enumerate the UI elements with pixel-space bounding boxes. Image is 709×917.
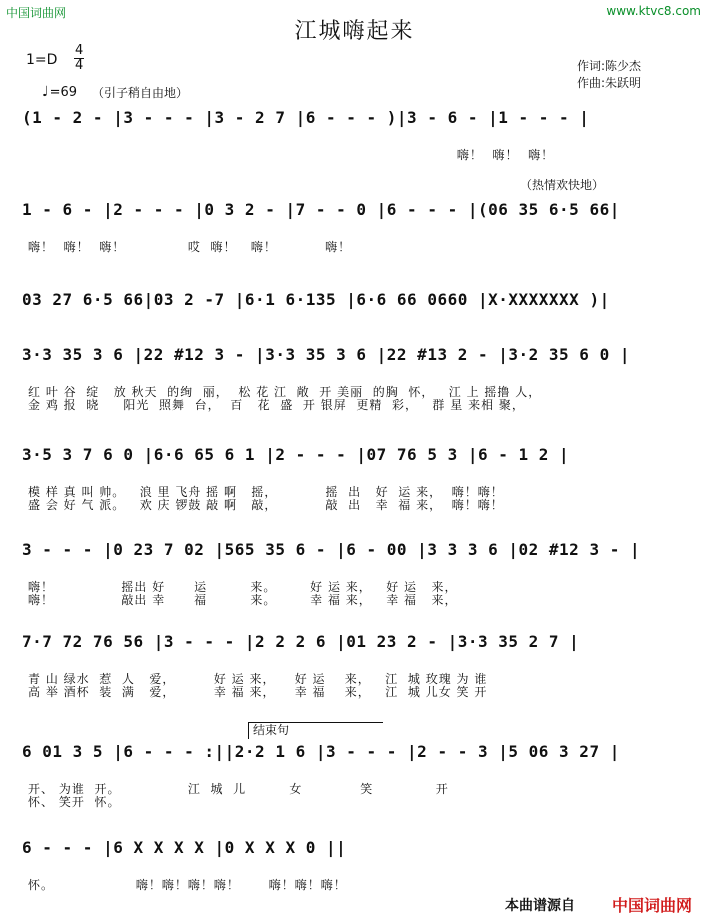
watermark-right: www.ktvc8.com xyxy=(606,4,701,18)
quarter-note-icon: ♩ xyxy=(42,84,49,100)
score-row xyxy=(22,445,688,512)
tempo-bpm: =69 xyxy=(49,85,78,100)
footer-site: 中国词曲网 xyxy=(612,896,693,915)
score-row xyxy=(22,632,688,699)
key-signature: 1=D xyxy=(26,52,58,68)
notation-line: 7·7 72 76 56 |3 - - - |2 2 2 6 |01 23 2 - |3·3 35 2 7 | xyxy=(22,632,580,651)
lyric-line: 高 举 酒杯 装 满 爱， 幸 福 来， 幸 福 来， 江 城 儿女 笑 开 xyxy=(28,685,488,699)
time-signature xyxy=(74,44,84,73)
lyric-line: 开、 为谁 开。 江 城 儿 女 笑 开 xyxy=(28,782,449,796)
lyric-line: 盛 会 好 气 派。 欢 庆 锣鼓 敲 啊 敲， 敲 出 幸 福 来， 嗨！嗨！ xyxy=(28,498,504,512)
notation-line: 6 01 3 5 |6 - - - :||2·2 1 6 |3 - - - |2 - - 3 |5 06 3 27 | xyxy=(22,742,620,761)
notation-line: (1 - 2 - |3 - - - |3 - 2 7 |6 - - - )|3 - 6 - |1 - - - | xyxy=(22,108,590,127)
score-row xyxy=(22,200,688,260)
score-row xyxy=(22,838,688,898)
lyric-line: 嗨！ 敲出 幸 福 来。 幸 福 来， 幸 福 来， xyxy=(28,593,458,607)
notation-line: 6 - - - |6 X X X X |0 X X X 0 || xyxy=(22,838,347,857)
score-row xyxy=(22,108,688,168)
tempo-marking xyxy=(42,84,77,100)
ending-bracket xyxy=(248,722,383,739)
lyric-line: 嗨！ 嗨！ 嗨！ xyxy=(452,148,555,162)
ending-label: 结束句 xyxy=(253,723,290,737)
lyricist: 作词:陈少杰 xyxy=(576,59,641,73)
score-row xyxy=(22,540,688,607)
lyric-line: 怀、 笑开 怀。 xyxy=(28,795,121,809)
song-title: 江城嗨起来 xyxy=(294,19,415,44)
credits xyxy=(577,58,641,92)
lyric-line: 金 鸡 报 晓 阳光 照舞 台， 百 花 盛 开 银屏 更精 彩， 群 星 来相 聚， xyxy=(28,398,525,412)
lyric-line: 模 样 真 叫 帅。 浪 里 飞舟 摇 啊 摇， 摇 出 好 运 来， 嗨！嗨！ xyxy=(28,485,504,499)
footer-source: 本曲谱源自 xyxy=(505,898,575,914)
lyric-line: 嗨！ 摇出 好 运 来。 好 运 来， 好 运 来， xyxy=(28,580,458,594)
notation-line: 03 27 6·5 66|03 2 -7 |6·1 6·135 |6·6 66 0660 |X·XXXXXXX )| xyxy=(22,290,610,309)
lyric-line: 嗨！ 嗨！ 嗨！ 哎 嗨！ 嗨！ 嗨！ xyxy=(28,240,352,254)
expression-mark: （热情欢快地） xyxy=(520,178,605,192)
notation-line: 3·5 3 7 6 0 |6·6 65 6 1 |2 - - - |07 76 5 3 |6 - 1 2 | xyxy=(22,445,570,464)
score-row xyxy=(22,345,688,412)
score-row xyxy=(22,290,688,350)
lyric-line: 红 叶 谷 绽 放 秋天 的绚 丽， 松 花 江 敞 开 美丽 的胸 怀， 江 上 摇撸 人， xyxy=(28,385,542,399)
notation-line: 3·3 35 3 6 |22 #12 3 - |3·3 35 3 6 |22 #13 2 - |3·2 35 6 0 | xyxy=(22,345,630,364)
notation-line: 1 - 6 - |2 - - - |0 3 2 - |7 - - 0 |6 - - - |(06 35 6·5 66| xyxy=(22,200,620,219)
intro-instruction: （引子稍自由地） xyxy=(92,86,189,100)
composer: 作曲:朱跃明 xyxy=(576,76,641,90)
lyric-line: 怀。 嗨！嗨！嗨！嗨！ 嗨！嗨！嗨！ xyxy=(28,878,347,892)
time-signature-top: 4 xyxy=(75,43,84,58)
watermark-left: 中国词曲网 xyxy=(6,6,67,20)
score-row xyxy=(22,742,688,809)
notation-line: 3 - - - |0 23 7 02 |565 35 6 - |6 - 00 |3 3 3 6 |02 #12 3 - | xyxy=(22,540,641,559)
lyric-line: 青 山 绿水 惹 人 爱， 好 运 来， 好 运 来， 江 城 玫瑰 为 谁 xyxy=(28,672,488,686)
time-signature-bottom: 4 xyxy=(75,58,84,73)
